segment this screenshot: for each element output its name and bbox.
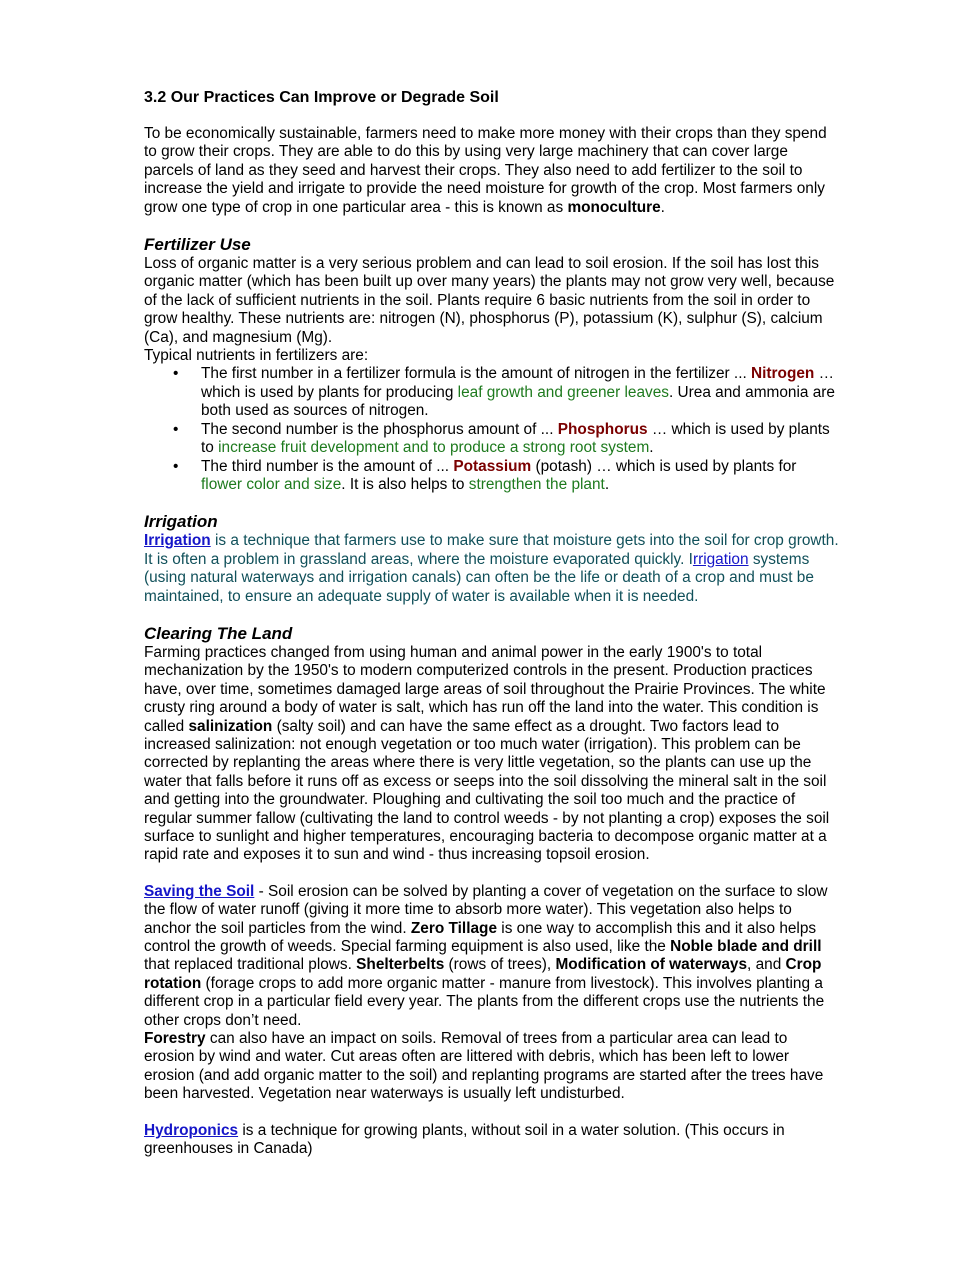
saving-text: - Soil erosion can be solved by planting a cover of vegetation on the surface to slow the flow of water runoff (giving it more time to absorb more water). This vegetation also helps to anchor the soil particles from the wind. (144, 882, 828, 937)
bullet-highlight: strengthen the plant (468, 475, 605, 493)
phosphorus-term: Phosphorus (557, 420, 648, 438)
salinization-term: salinization (188, 717, 273, 735)
intro-text: To be economically sustainable, farmers need to make more money with their crops than they spend to grow their crops. They are able to do this by using very large machinery that can cover large parcels of land as they seed and harvest their crops. They also need to add fertilizer to the soil to increase the yield and irrigate to provide the need moisture for growth of the crop. Most farmers only grow one type of crop in one particular area - this is known as (144, 125, 827, 216)
irrigation-text: systems (using natural waterways and irrigation canals) can often be the life or death of a crop and must be maintained, to ensure an adequate supply of water is available when it is needed. (144, 550, 814, 605)
bullet-highlight: leaf growth and greener leaves (457, 383, 669, 401)
bullet-text: . Urea and ammonia are both used as sources of nitrogen. (201, 383, 835, 420)
fertilizer-paragraph: Loss of organic matter is a very serious problem and can lead to soil erosion. If the soil has lost this organic matter (which has been built up over many years) the plants may not grow very well, because of the lack of sufficient nutrients in the soil. Plants require 6 basic nutrients from the soil in order to grow healthy. These nutrients are: nitrogen (N), phosphorus (P), potassium (K), sulphur (S), calcium (Ca), and magnesium (Mg). (144, 255, 835, 346)
list-item (201, 458, 839, 495)
saving-text: (forage crops to add more organic matter - manure from livestock). This involves planting a different crop in a particular field every year. The plants from the different crops use the nutrients the other crops don’t need. (144, 974, 825, 1029)
typical-nutrients-label: Typical nutrients in fertilizers are: (144, 347, 369, 365)
bullet-text: The third number is the amount of ... (201, 457, 454, 475)
clearing-heading: Clearing The Land (144, 623, 293, 643)
crop-rotation-term: Crop rotation (144, 956, 822, 992)
saving-text: , and (747, 956, 786, 974)
intro-end: . (660, 198, 665, 216)
list-item (201, 365, 839, 420)
clearing-paragraph (144, 644, 839, 865)
saving-text: that replaced traditional plows. (144, 956, 357, 974)
bullet-text: … which is used by plants to (201, 420, 830, 457)
fertilizer-heading: Fertilizer Use (144, 235, 251, 255)
waterways-term: Modification of waterways (555, 956, 748, 974)
shelterbelts-term: Shelterbelts (356, 956, 445, 974)
clearing-text: Farming practices changed from using human and animal power in the early 1900's to total mechanization by the 1950's to modern computerized controls in the present. Production practices have, over time, sometimes damaged large areas of soil throughout the Prairie Provinces. The white crusty ring around a body of water is salt, which has run off the land into the water. This condition is called (144, 643, 826, 735)
forestry-text: can also have an impact on soils. Removal of trees from a particular area can lead to erosion by wind and water. Cut areas often are littered with debris, which has been left to lower erosion (and add organic matter to the soil) and replanting programs are started after the trees have been harvested. Vegetation near waterways is usually left undisturbed. (144, 1030, 824, 1103)
saving-paragraph (144, 883, 839, 1030)
bullet-text: . (604, 475, 610, 493)
forestry-paragraph (144, 1030, 839, 1104)
saving-text: is one way to accomplish this and it also helps control the growth of weeds. Special farming equipment is also used, like the (144, 919, 817, 956)
irrigation-link[interactable]: Irrigation (144, 532, 211, 550)
bullet-text: (potash) … which is used by plants for (531, 457, 797, 475)
clearing-text: (salty soil) and can have the same effect as a drought. Two factors lead to increased salinization: not enough vegetation or too much water (irrigation). This problem can be corrected by replanting the areas where there is very little vegetation, so the plants can use up the water that falls before it runs off as excess or seeps into the soil dissolving the mineral salt in the soil and getting into the groundwater. Ploughing and cultivating the soil too much and the practice of regular summer fallow (cultivating the land to control weeds - by not planting a crop) exposes the soil surface to sunlight and higher temperatures, encouraging bacteria to decompose organic matter at a rapid rate and exposes it to sun and wind - thus increasing topsoil erosion. (144, 717, 830, 864)
nutrient-list (144, 365, 839, 494)
hydroponics-text: is a technique for growing plants, without soil in a water solution. (This occurs in greenhouses in Canada) (144, 1121, 785, 1158)
hydroponics-paragraph (144, 1122, 839, 1159)
irrigation-link-2[interactable]: rrigation (692, 550, 749, 568)
monoculture-term: monoculture (567, 198, 661, 216)
saving-the-soil-link[interactable]: Saving the Soil (144, 882, 255, 900)
zero-tillage-term: Zero Tillage (410, 919, 498, 937)
bullet-text: . It is also helps to (341, 475, 469, 493)
hydroponics-link[interactable]: Hydroponics (144, 1121, 239, 1139)
irrigation-text: is a technique that farmers use to make sure that moisture gets into the soil for crop growth. It is often a problem in grassland areas, where the moisture evaporated quickly. I (144, 532, 839, 568)
bullet-text: … which is used by plants for producing (201, 365, 834, 401)
irrigation-heading: Irrigation (144, 512, 218, 532)
noble-blade-term: Noble blade and drill (670, 938, 822, 956)
nitrogen-term: Nitrogen (751, 365, 815, 383)
intro-paragraph (144, 125, 839, 217)
bullet-highlight: flower color and size (201, 475, 342, 493)
potassium-term: Potassium (453, 457, 532, 475)
bullet-highlight: increase fruit development and to produce a strong root system (218, 439, 650, 457)
bullet-text: The first number in a fertilizer formula is the amount of nitrogen in the fertilizer ... (201, 365, 752, 383)
forestry-term: Forestry (144, 1030, 206, 1048)
page-title: 3.2 Our Practices Can Improve or Degrade Soil (144, 89, 499, 106)
document-page (144, 88, 839, 1159)
bullet-text: . (649, 439, 654, 457)
saving-text: (rows of trees), (444, 956, 556, 974)
irrigation-paragraph (144, 532, 839, 606)
list-item (201, 421, 839, 458)
bullet-text: The second number is the phosphorus amount of ... (201, 420, 558, 438)
